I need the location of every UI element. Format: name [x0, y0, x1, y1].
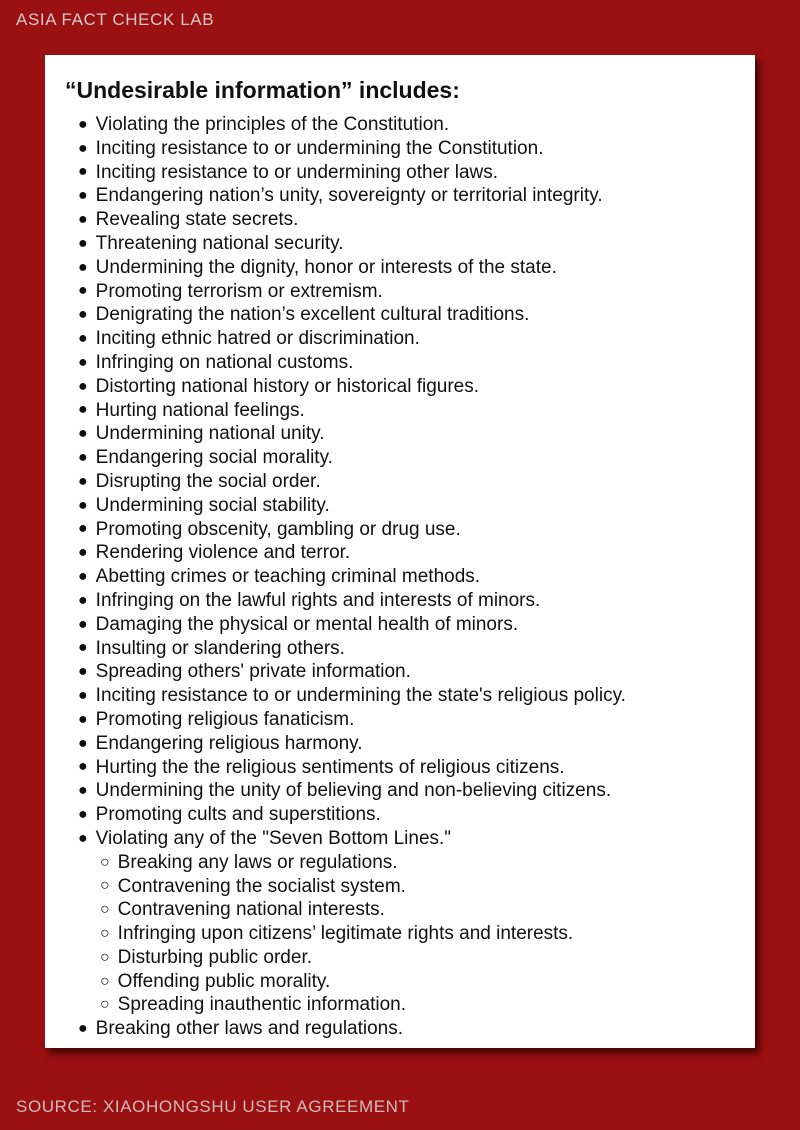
filled-bullet-icon: ●: [78, 234, 88, 252]
list-item: [65, 660, 737, 684]
list-item-text: Abetting crimes or teaching criminal methods.: [95, 566, 481, 588]
list-item: [87, 946, 737, 970]
list-item-text: Undermining the dignity, honor or interests of the state.: [95, 256, 557, 278]
list-item-text: Breaking any laws or regulations.: [117, 851, 398, 873]
filled-bullet-icon: ●: [78, 829, 88, 847]
filled-bullet-icon: ●: [78, 425, 88, 443]
list-item-text: Inciting resistance to or undermining the state's religious policy.: [95, 685, 626, 707]
filled-bullet-icon: ●: [78, 472, 88, 490]
list-item: [65, 280, 737, 304]
list-item-text: Spreading inauthentic information.: [117, 994, 407, 1016]
filled-bullet-icon: ●: [78, 163, 88, 181]
list-item-text: Hurting the the religious sentiments of religious citizens.: [95, 756, 565, 778]
filled-bullet-icon: ●: [78, 115, 88, 133]
filled-bullet-icon: ●: [78, 663, 88, 681]
list-item: [87, 851, 737, 875]
list-item-text: Revealing state secrets.: [95, 209, 299, 231]
content-card: [45, 55, 755, 1048]
filled-bullet-icon: ●: [78, 306, 88, 324]
list-item: [65, 470, 737, 494]
filled-bullet-icon: ●: [78, 544, 88, 562]
filled-bullet-icon: ●: [78, 520, 88, 538]
filled-bullet-icon: ●: [78, 806, 88, 823]
filled-bullet-icon: ●: [78, 496, 88, 514]
list-item-text: Damaging the physical or mental health of minors.: [95, 613, 519, 635]
list-item-text: Undermining social stability.: [95, 494, 330, 516]
list-item: [65, 161, 737, 185]
open-bullet-icon: ○: [100, 877, 110, 895]
list-item: [65, 613, 737, 637]
list-item-text: Violating any of the "Seven Bottom Lines.": [95, 827, 452, 849]
filled-bullet-icon: ●: [78, 710, 88, 728]
open-bullet-icon: ○: [100, 853, 110, 871]
filled-bullet-icon: ●: [78, 449, 88, 467]
list-item: [87, 970, 737, 994]
list-item: [65, 113, 737, 137]
filled-bullet-icon: ●: [78, 139, 88, 157]
list-item: [65, 327, 737, 351]
list-item-text: Rendering violence and terror.: [95, 542, 351, 564]
filled-bullet-icon: ●: [78, 687, 88, 705]
list-item-text: Promoting religious fanaticism.: [95, 708, 355, 730]
list-item: [65, 303, 737, 327]
list-item-text: Promoting obscenity, gambling or drug use.: [95, 518, 461, 540]
list-item: [87, 993, 737, 1017]
filled-bullet-icon: ●: [78, 377, 88, 395]
filled-bullet-icon: ●: [78, 782, 88, 800]
list-item-text: Disturbing public order.: [117, 946, 312, 968]
list-item-text: Hurting national feelings.: [95, 399, 305, 421]
open-bullet-icon: ○: [100, 948, 110, 966]
list-item: [65, 708, 737, 732]
list-item: [65, 446, 737, 470]
list-item-text: Spreading others' private information.: [95, 661, 411, 683]
list-item-text: Endangering social morality.: [95, 447, 333, 469]
list-item: [65, 541, 737, 565]
list-item: [65, 565, 737, 589]
filled-bullet-icon: ●: [78, 568, 88, 586]
filled-bullet-icon: ●: [78, 211, 88, 229]
filled-bullet-icon: ●: [78, 639, 88, 657]
list-item: [65, 375, 737, 399]
open-bullet-icon: ○: [100, 901, 110, 919]
list-item: [65, 637, 737, 661]
filled-bullet-icon: ●: [78, 758, 88, 776]
list-item-text: Endangering religious harmony.: [95, 732, 363, 754]
filled-bullet-icon: ●: [78, 615, 88, 633]
list-item-text: Contravening national interests.: [117, 899, 385, 921]
list-item-text: Infringing on the lawful rights and interests of minors.: [95, 589, 541, 611]
list-item: [65, 779, 737, 803]
list-item-text: Offending public morality.: [117, 970, 331, 992]
filled-bullet-icon: ●: [78, 330, 88, 348]
list-item: [65, 589, 737, 613]
list-item-text: Undermining national unity.: [95, 423, 325, 445]
list-item: [87, 922, 737, 946]
list-item: [65, 422, 737, 446]
list-item: [65, 232, 737, 256]
list-item: [65, 208, 737, 232]
list-item-text: Violating the principles of the Constitution.: [95, 114, 450, 135]
list-item: [65, 399, 737, 423]
brand-header: ASIA FACT CHECK LAB: [16, 10, 215, 29]
list-item: [65, 494, 737, 518]
list-item: [65, 137, 737, 161]
filled-bullet-icon: ●: [78, 187, 88, 205]
open-bullet-icon: ○: [100, 996, 110, 1014]
filled-bullet-icon: ●: [78, 734, 88, 752]
list-item: [65, 184, 737, 208]
list-item: [65, 1017, 737, 1041]
list-item: [65, 518, 737, 542]
list-item: [65, 756, 737, 780]
filled-bullet-icon: ●: [78, 591, 88, 609]
list-item: [65, 684, 737, 708]
list-item-text: Endangering nation’s unity, sovereignty or territorial integrity.: [95, 185, 603, 207]
list-item-text: Denigrating the nation’s excellent cultural traditions.: [95, 304, 530, 326]
list-item: [65, 256, 737, 280]
list-item-text: Insulting or slandering others.: [95, 637, 345, 659]
list-item-text: Inciting resistance to or undermining the Constitution.: [95, 137, 544, 159]
open-bullet-icon: ○: [100, 972, 110, 990]
list-item: [65, 803, 737, 827]
list-item: [65, 732, 737, 756]
list-item: [87, 898, 737, 922]
list-item-text: Infringing upon citizens’ legitimate rights and interests.: [117, 923, 574, 945]
list-item-text: Breaking other laws and regulations.: [95, 1018, 404, 1040]
list-item-text: Promoting cults and superstitions.: [95, 804, 381, 826]
list-item-text: Inciting ethnic hatred or discrimination.: [95, 328, 420, 350]
list-item-text: Distorting national history or historical figures.: [95, 375, 480, 397]
source-label: SOURCE: XIAOHONGSHU USER AGREEMENT: [16, 1097, 410, 1116]
list-item: [87, 875, 737, 899]
open-bullet-icon: ○: [100, 924, 110, 942]
filled-bullet-icon: ●: [78, 282, 88, 300]
list-item-text: Infringing on national customs.: [95, 351, 354, 373]
filled-bullet-icon: ●: [78, 401, 88, 419]
list-item: [65, 351, 737, 375]
list-item-text: Contravening the socialist system.: [117, 875, 406, 897]
filled-bullet-icon: ●: [78, 258, 88, 276]
list-item-text: Undermining the unity of believing and non-believing citizens.: [95, 780, 612, 802]
list-item-text: Threatening national security.: [95, 232, 344, 254]
list-item-text: Inciting resistance to or undermining other laws.: [95, 161, 499, 183]
undesirable-list: [65, 113, 737, 1041]
list-item: [65, 827, 737, 851]
card-title: “Undesirable information” includes:: [65, 77, 460, 103]
list-item-text: Disrupting the social order.: [95, 470, 321, 492]
filled-bullet-icon: ●: [78, 353, 88, 371]
list-item-text: Promoting terrorism or extremism.: [95, 280, 383, 302]
filled-bullet-icon: ●: [78, 1020, 88, 1038]
